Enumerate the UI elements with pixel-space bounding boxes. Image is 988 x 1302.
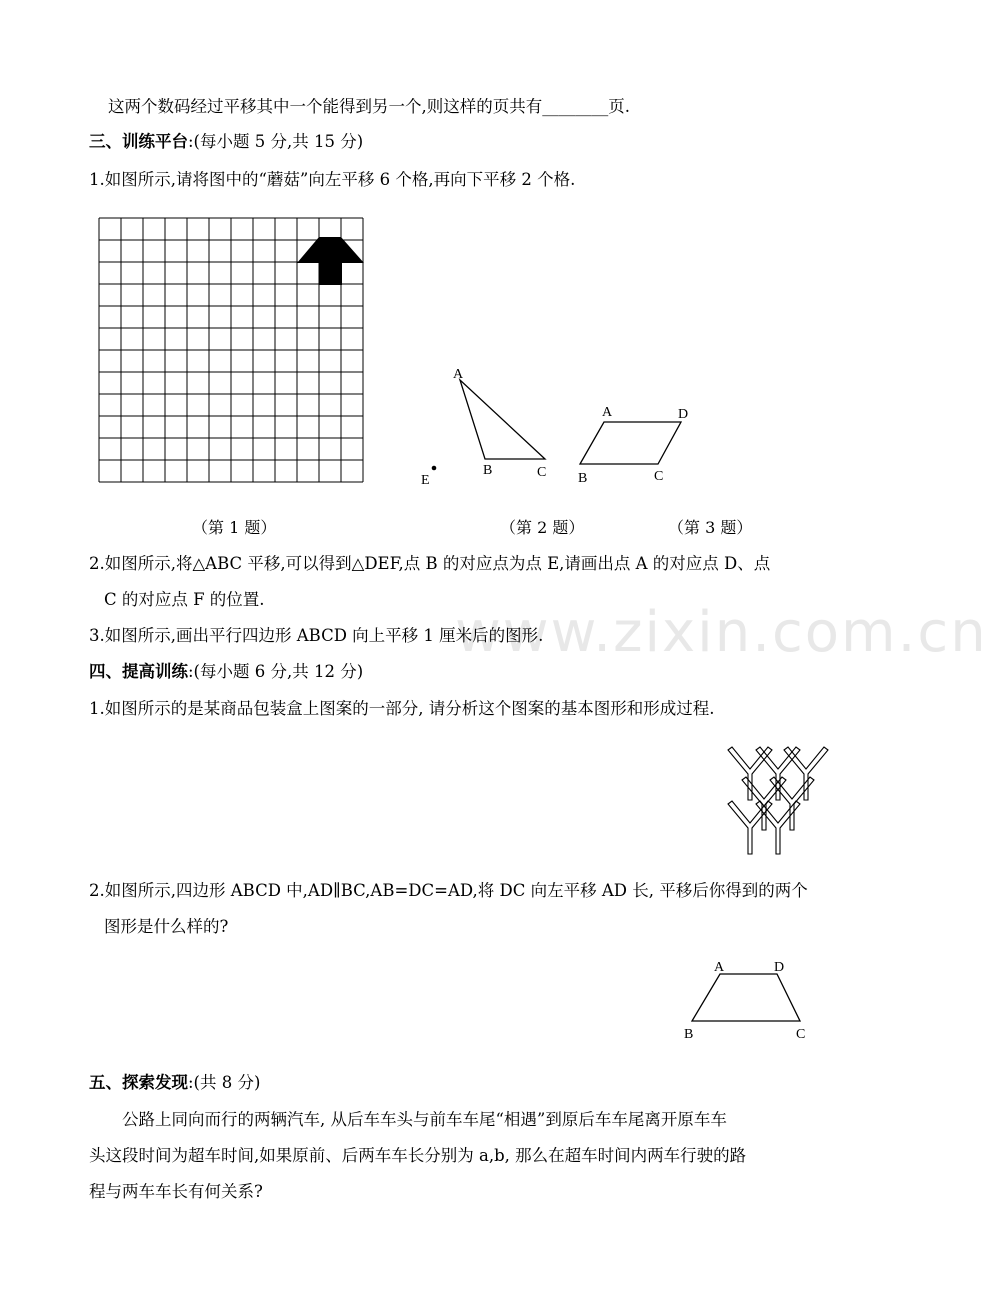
section-3-heading: 三、训练平台 — [89, 132, 188, 151]
caption-fig-2: （第 2 题） — [500, 518, 585, 537]
label-d: D — [774, 960, 785, 975]
intro-suffix: 页. — [608, 97, 630, 116]
figure-1-grid — [96, 215, 368, 489]
y-shape — [756, 747, 800, 800]
answer-blank: ________ — [542, 97, 609, 116]
intro-line — [108, 96, 630, 118]
triangle-abc — [460, 380, 545, 459]
section-3-q3: 3.如图所示,画出平行四边形 ABCD 向上平移 1 厘米后的图形. — [89, 626, 544, 645]
y-pattern-strokes — [728, 747, 828, 854]
figure-2-triangle — [415, 360, 565, 490]
section-5-heading-line — [89, 1072, 260, 1094]
label-a: A — [714, 960, 725, 975]
section-3-q1: 1.如图所示,请将图中的“蘑菇”向左平移 6 个格,再向下平移 2 个格. — [89, 170, 576, 189]
section-5-paragraph-line-2: 头这段时间为超车时间,如果原前、后两车车长分别为 a,b, 那么在超车时间内两车行驶的路 — [89, 1146, 747, 1165]
section-4-q1: 1.如图所示的是某商品包装盒上图案的一部分, 请分析这个图案的基本图形和形成过程. — [89, 699, 715, 718]
section-5-note: :(共 8 分) — [188, 1073, 261, 1092]
caption-fig-1: （第 1 题） — [192, 518, 277, 537]
section-3-q2-line-1: 2.如图所示,将△ABC 平移,可以得到△DEF,点 B 的对应点为点 E,请画出点 A 的对应点 D、点 — [89, 554, 771, 573]
section-4-heading: 四、提高训练 — [89, 662, 188, 681]
section-5-heading: 五、探索发现 — [89, 1073, 188, 1092]
point-e — [432, 466, 437, 471]
label-e: E — [421, 473, 430, 488]
label-c: C — [796, 1027, 806, 1042]
figure-trapezoid — [678, 954, 818, 1044]
label-c: C — [537, 465, 547, 480]
label-c: C — [654, 469, 664, 484]
section-5-paragraph-line-3: 程与两车车长有何关系? — [89, 1182, 263, 1201]
parallelogram-abcd — [580, 422, 681, 464]
figure-3-parallelogram — [570, 398, 700, 488]
section-4-q2-line-2: 图形是什么样的? — [104, 917, 229, 936]
section-3-heading-line — [89, 131, 363, 153]
section-4-q2-line-1: 2.如图所示,四边形 ABCD 中,AD∥BC,AB=DC=AD,将 DC 向左平移 AD 长, 平移后你得到的两个 — [89, 881, 808, 900]
trapezoid-abcd — [692, 974, 800, 1021]
watermark: www.zixin.com.cn — [455, 600, 988, 665]
label-b: B — [483, 463, 493, 478]
label-d: D — [678, 407, 689, 422]
y-shape — [728, 801, 772, 854]
caption-fig-3: （第 3 题） — [668, 518, 753, 537]
section-5-paragraph-line-1: 公路上同向而行的两辆汽车, 从后车车头与前车车尾“相遇”到原后车车尾离开原车车 — [122, 1110, 727, 1129]
label-a: A — [602, 405, 613, 420]
figure-y-pattern — [722, 738, 830, 858]
section-3-note: :(每小题 5 分,共 15 分) — [188, 132, 364, 151]
y-shape — [728, 747, 772, 800]
label-b: B — [578, 471, 588, 486]
section-4-note: :(每小题 6 分,共 12 分) — [188, 662, 364, 681]
mushroom-shape — [297, 237, 364, 285]
label-a: A — [453, 367, 464, 382]
section-3-q2-line-2: C 的对应点 F 的位置. — [104, 590, 265, 609]
intro-text: 这两个数码经过平移其中一个能得到另一个,则这样的页共有 — [108, 97, 543, 116]
y-shape — [756, 801, 800, 854]
section-4-heading-line — [89, 661, 363, 683]
y-shape — [784, 747, 828, 800]
label-b: B — [684, 1027, 694, 1042]
